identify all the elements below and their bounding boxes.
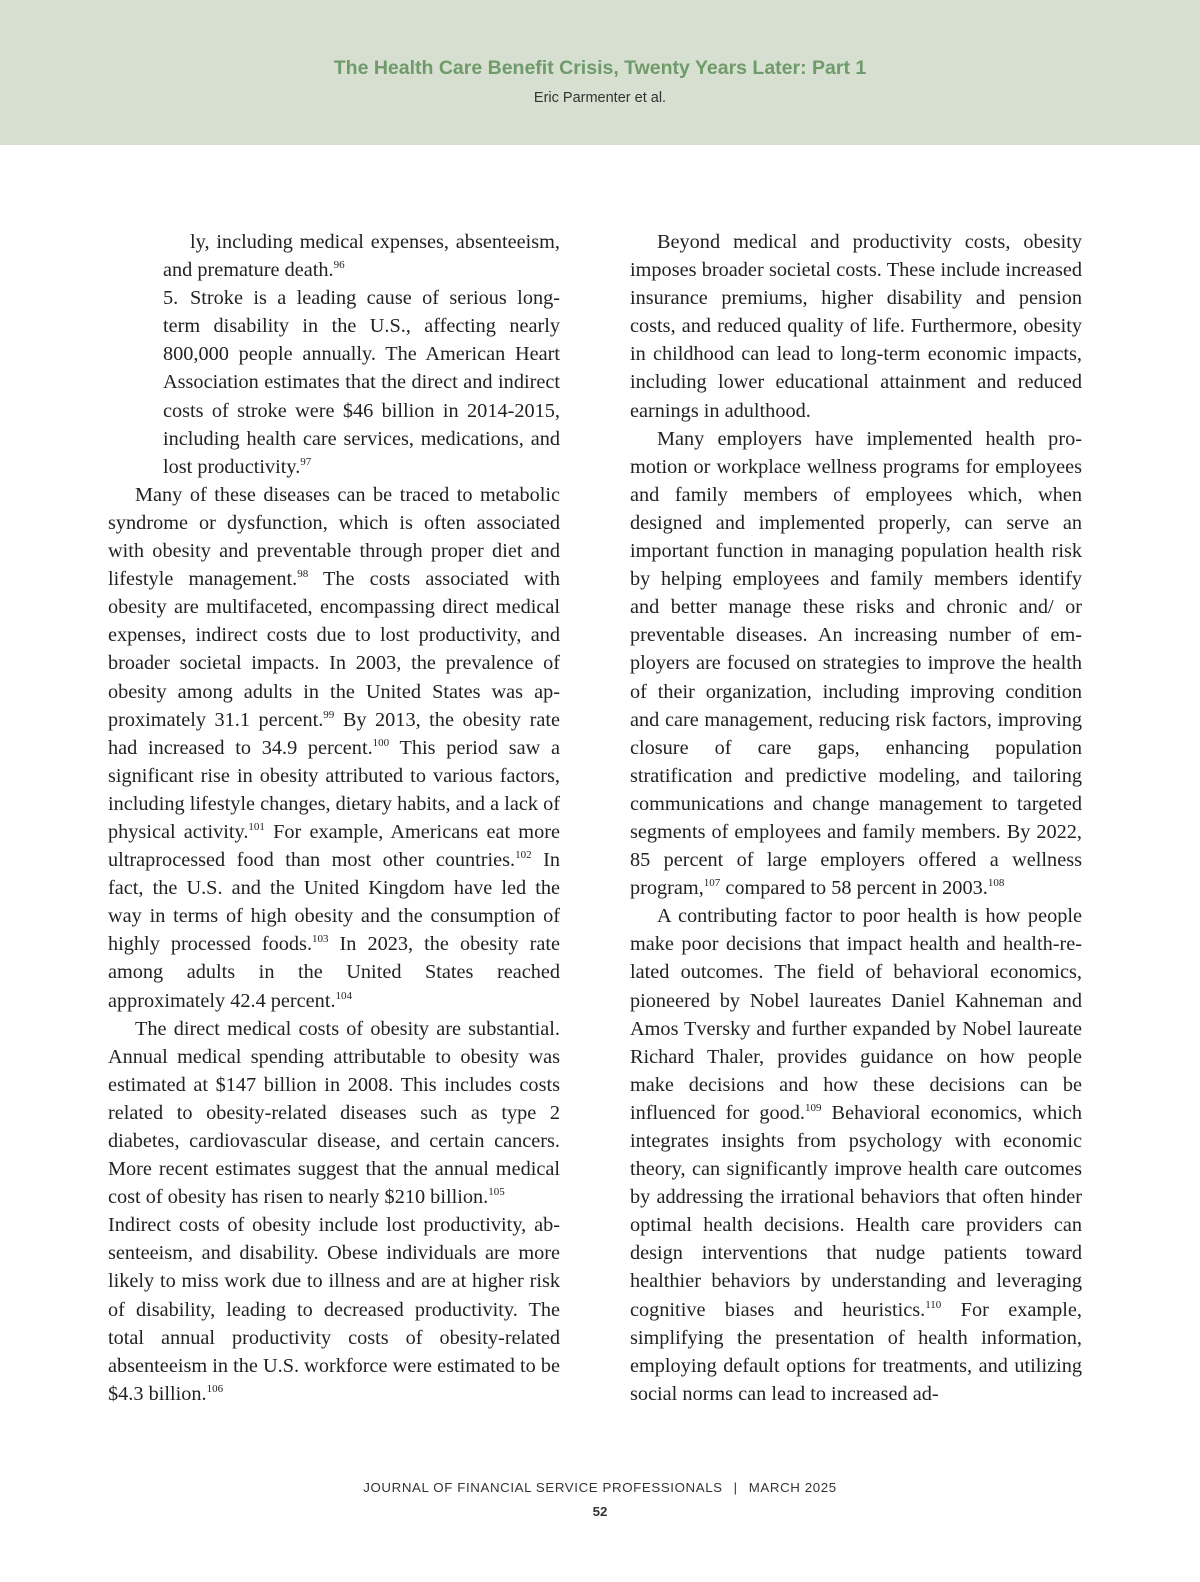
left-column <box>108 228 560 1408</box>
footnote-ref: 110 <box>925 1298 942 1311</box>
sentence: For example, Americans eat more ultraprocessed food than most other countries. <box>108 820 560 872</box>
footnote-ref: 101 <box>248 820 265 833</box>
footnote-ref: 99 <box>323 708 335 721</box>
footnote-ref: 104 <box>335 989 353 1002</box>
list-number: 5. <box>163 287 179 310</box>
footnote-ref: 97 <box>300 455 312 468</box>
footer-separator: | <box>733 1480 738 1495</box>
paragraph-direct-costs <box>108 1015 560 1212</box>
running-header <box>0 0 1200 145</box>
list-item-5 <box>108 284 560 481</box>
list-item-text: Stroke is a leading cause of serious long-term disability in the U.S., affecting nearly 800,000 people annually. The American Heart Association estimates that the direct and indirect costs of stroke were $46 billion in 2014-2015, including health care services, medications, and lost productivity. <box>163 287 560 478</box>
sentence: The costs associated with obesity are multifaceted, encompassing direct medical expenses, indirect costs due to lost productivity, and broader societal impacts. In 2003, the prevalence of obesity among adults in the United States was approximately 31.1 percent. <box>108 568 560 731</box>
sentence: In fact, the U.S. and the United Kingdom have led the way in terms of high obesity and the consumption of highly processed foods. <box>108 849 560 956</box>
sentence: The direct medical costs of obesity are substantial. Annual medical spending attributable to obesity was estimated at $147 billion in 2008. This includes costs related to obesity-related diseases such as type 2 diabetes, cardiovascular disease, and certain cancers. More recent estimates suggest that the annual medical cost of obesity has risen to nearly $210 billion. <box>108 1017 560 1209</box>
list-item-continuation <box>108 228 560 284</box>
list-continuation-text: ly, including medical expenses, absenteeism, and premature death. <box>163 231 560 282</box>
footnote-ref: 102 <box>515 849 532 862</box>
footnote-ref: 105 <box>488 1186 505 1199</box>
sentence: For example, simplifying the presentation of health information, employing default options for treatments, and utilizing social norms can lead to increased ad- <box>630 1298 1082 1405</box>
sentence: compared to 58 percent in 2003. <box>720 877 988 900</box>
sentence: This period saw a significant rise in obesity attributed to various factors, including lifestyle changes, dietary habits, and a lack of physical activity. <box>108 736 560 843</box>
footnote-ref: 109 <box>804 1101 822 1114</box>
journal-name: JOURNAL OF FINANCIAL SERVICE PROFESSIONALS <box>363 1480 723 1495</box>
paragraph-obesity-prevalence <box>108 481 560 1015</box>
sentence: Behavioral economics, which integrates insights from psychology with economic theory, can significantly improve health care outcomes by addressing the irrational behaviors that often hinder optimal health decisions. Health care providers can design interventions that nudge patients toward healthier behaviors by understanding and leveraging cognitive biases and heuristics. <box>630 1101 1082 1321</box>
footnote-ref: 107 <box>703 877 721 890</box>
running-footer <box>0 1480 1200 1495</box>
page-number: 52 <box>592 1504 608 1519</box>
paragraph-wellness-programs <box>630 425 1082 903</box>
right-column <box>630 228 1082 1408</box>
sentence: Many of these diseases can be traced to metabolic syndrome or dysfunction, which is often associated with obesity and preventable through proper diet and lifestyle management. <box>108 483 560 591</box>
sentence: By 2013, the obesity rate had increased to 34.9 percent. <box>108 708 560 759</box>
paragraph-behavioral-economics <box>630 902 1082 1408</box>
footnote-ref: 106 <box>206 1382 224 1395</box>
article-title: The Health Care Benefit Crisis, Twenty Years Later: Part 1 <box>333 57 867 79</box>
sentence: In 2023, the obesity rate among adults in the United States reached approximately 42.4 percent. <box>108 933 560 1012</box>
footnote-ref: 98 <box>297 568 309 581</box>
footnote-ref: 103 <box>312 933 329 946</box>
paragraph-indirect-costs <box>108 1211 560 1408</box>
paragraph-societal-costs: Beyond medical and productivity costs, obesity imposes broader societal costs. These include increased insurance premiums, higher disability and pension costs, and reduced quality of life. Furthermore, obesity in childhood can lead to long-term economic impacts, including lower educational attainment and reduced earnings in adulthood. <box>630 231 1082 422</box>
issue-date: MARCH 2025 <box>748 1480 837 1495</box>
footnote-ref: 96 <box>333 259 345 272</box>
sentence: Indirect costs of obesity include lost productivity, absenteeism, and disability. Obese individuals are more likely to miss work due to illness and are at higher risk of disability, leading to decreased productivity. The total annual productivity costs of obesity-related absenteeism in the U.S. workforce were estimated to be $4.3 billion. <box>108 1214 560 1405</box>
sentence: A contributing factor to poor health is how people make poor decisions that impact health and health-related outcomes. The field of behavioral economics, pioneered by Nobel laureates Daniel Kahneman and Amos Tversky and further expanded by Nobel laureate Richard Thaler, provides guidance on how people make decisions and how these decisions can be influenced for good. <box>630 905 1082 1124</box>
sentence: Many employers have implemented health promotion or workplace wellness programs for employees and family members of employees which, when designed and implemented properly, can serve an important function in managing population health risk by helping employees and family members identify and better manage these risks and chronic and/ or preventable diseases. An increasing number of employers are focused on strategies to improve the health of their organization, including improving condition and care management, reducing risk factors, improving closure of care gaps, enhancing population stratification and predictive modeling, and tailoring communications and change management to targeted segments of employees and family members. By 2022, 85 percent of large employers offered a wellness program, <box>630 427 1082 900</box>
footnote-ref: 108 <box>987 877 1005 890</box>
article-author: Eric Parmenter et al. <box>533 90 667 106</box>
footnote-ref: 100 <box>372 736 390 749</box>
